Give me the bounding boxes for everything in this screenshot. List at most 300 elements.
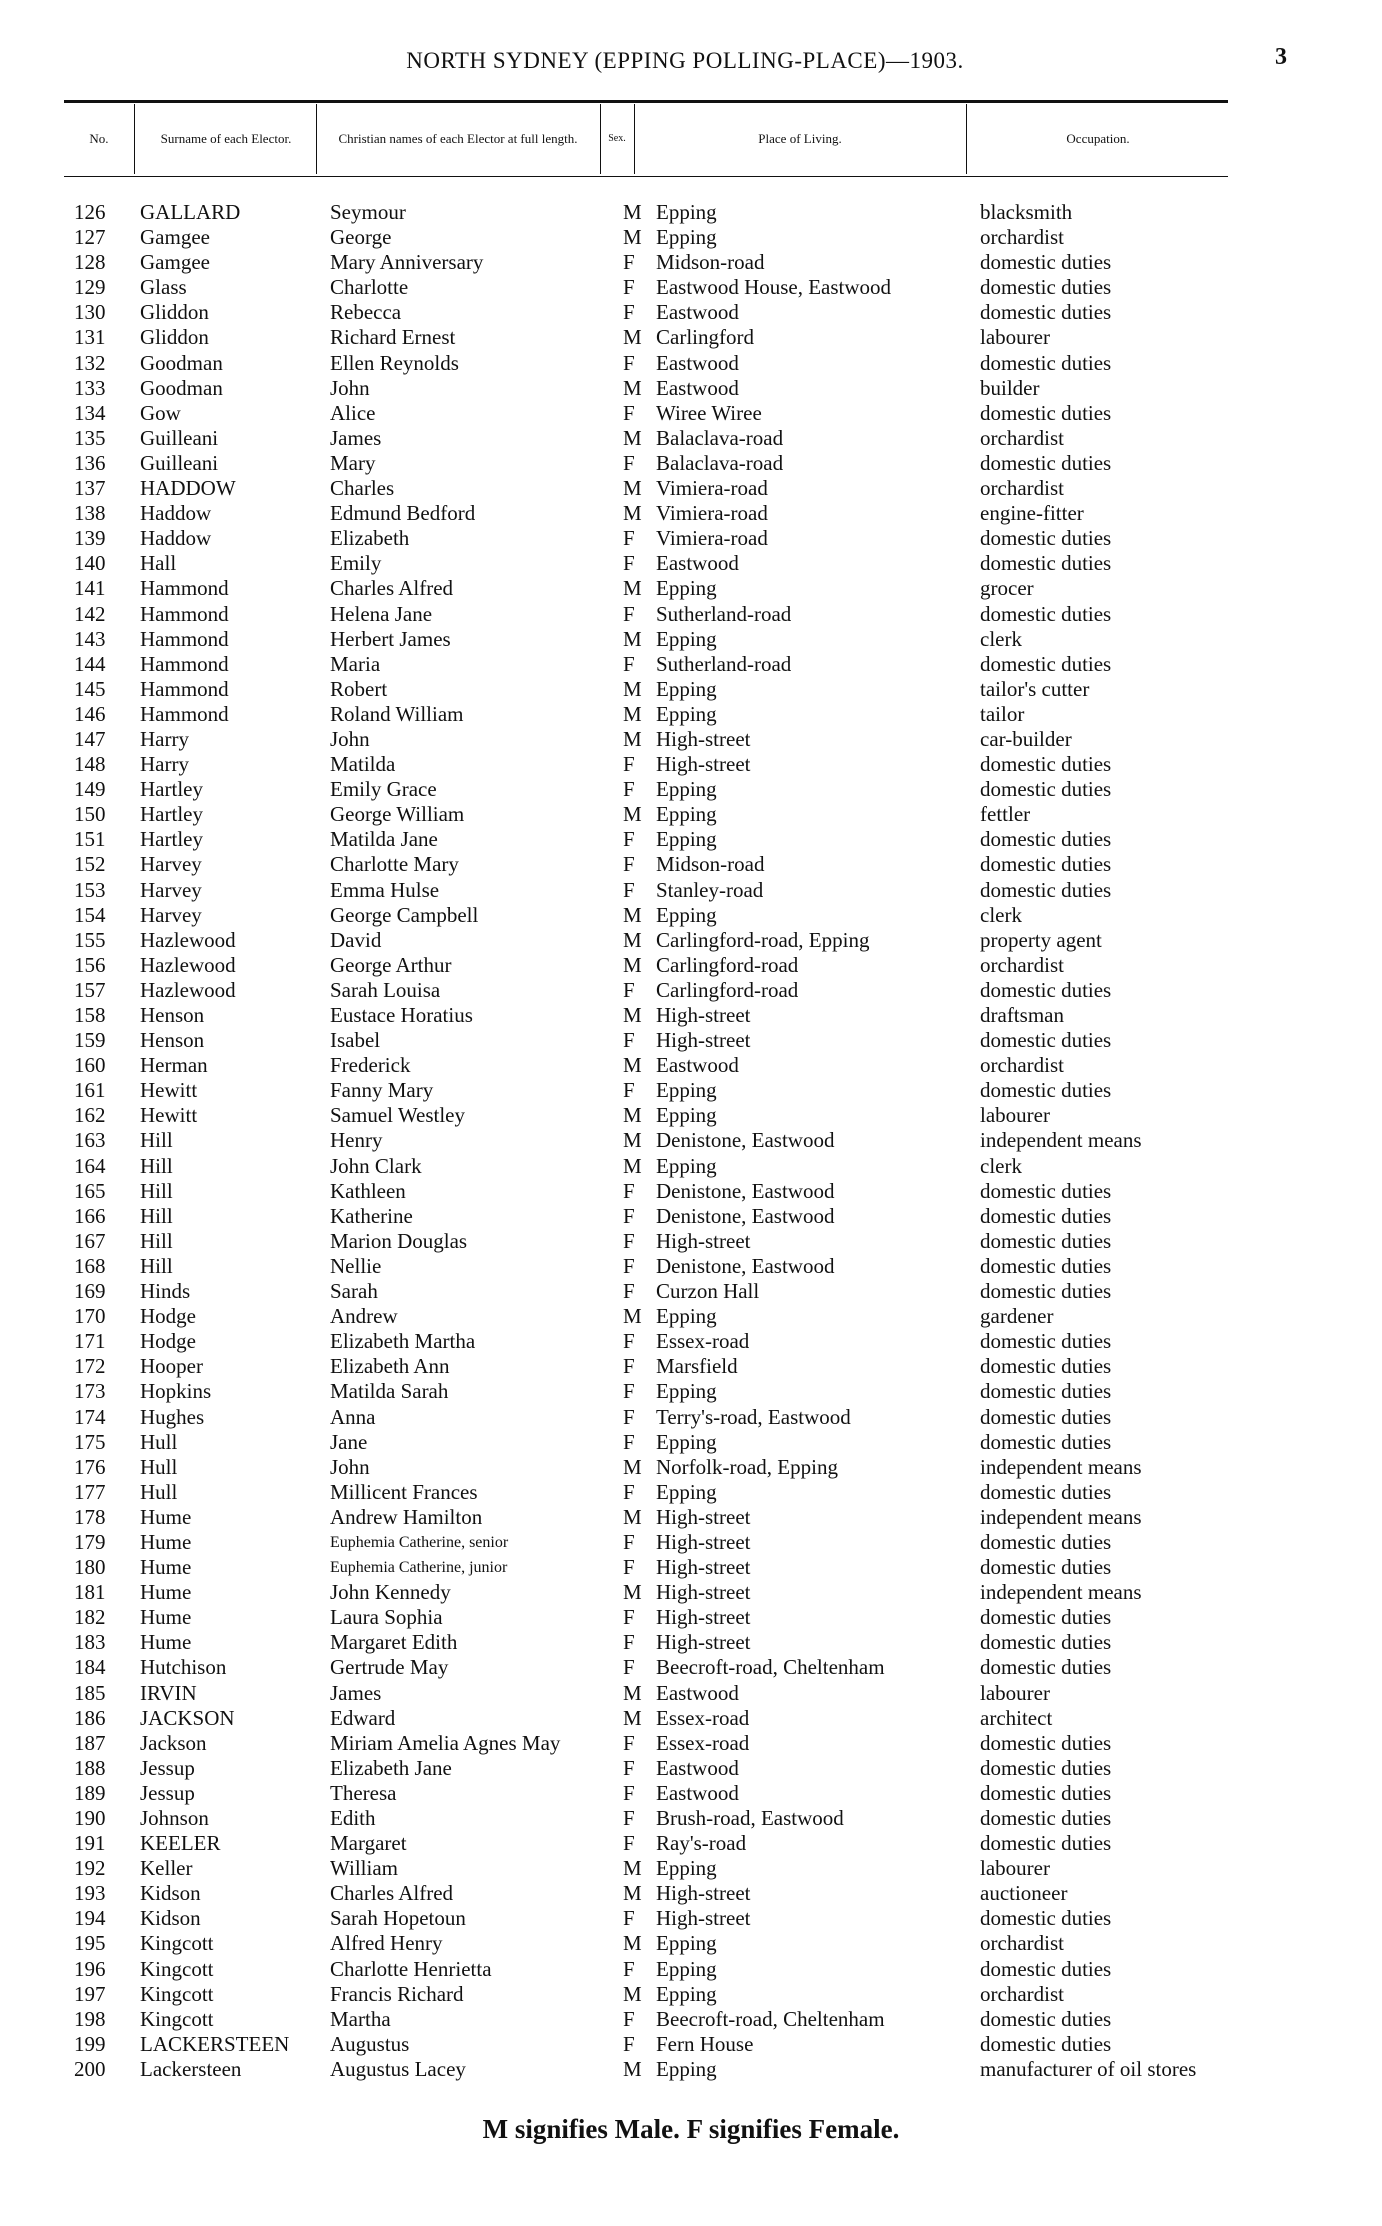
footer-legend: M signifies Male. F signifies Female.	[482, 2114, 900, 2144]
elector-occupation: orchardist	[980, 476, 1064, 501]
table-row	[0, 1405, 1382, 1430]
elector-occupation: independent means	[980, 1128, 1142, 1153]
elector-christian-names: David	[330, 927, 382, 952]
elector-surname: Haddow	[140, 501, 212, 526]
elector-sex: M	[623, 726, 642, 751]
table-row	[0, 777, 1382, 802]
elector-number: 194	[74, 1906, 106, 1931]
table-row	[0, 551, 1382, 576]
elector-occupation: tailor	[980, 701, 1025, 726]
elector-surname: Hewitt	[140, 1078, 198, 1103]
elector-number: 175	[74, 1429, 106, 1454]
elector-occupation: blacksmith	[980, 200, 1073, 224]
elector-number: 149	[74, 777, 106, 802]
table-row	[0, 1254, 1382, 1279]
elector-number: 176	[74, 1454, 106, 1479]
elector-place-of-living: Eastwood	[656, 375, 739, 400]
table-row	[0, 225, 1382, 250]
table-row	[0, 351, 1382, 376]
elector-christian-names: Emma Hulse	[330, 877, 440, 902]
elector-sex: M	[623, 902, 642, 927]
elector-surname: Hammond	[140, 601, 229, 626]
elector-sex: M	[623, 1680, 642, 1705]
elector-number: 157	[74, 977, 106, 1002]
elector-sex: F	[623, 1555, 635, 1580]
elector-number: 138	[74, 501, 106, 526]
table-row	[0, 1204, 1382, 1229]
elector-number: 151	[74, 827, 106, 852]
elector-christian-names: Edith	[330, 1806, 376, 1830]
elector-surname: Hutchison	[140, 1655, 227, 1680]
elector-christian-names: Anna	[330, 1404, 376, 1429]
elector-sex: F	[623, 1178, 635, 1203]
elector-place-of-living: Eastwood	[656, 551, 739, 576]
elector-number: 144	[74, 651, 106, 676]
elector-occupation: domestic duties	[980, 1203, 1112, 1228]
elector-surname: Kingcott	[140, 1981, 214, 2006]
elector-christian-names: Helena Jane	[330, 601, 433, 626]
elector-place-of-living: High-street	[656, 1529, 751, 1554]
table-row	[0, 2032, 1382, 2057]
elector-sex: M	[623, 802, 642, 827]
elector-place-of-living: Epping	[656, 200, 717, 224]
elector-sex: F	[623, 601, 635, 626]
elector-christian-names: Alfred Henry	[330, 1931, 443, 1956]
elector-sex: M	[623, 1856, 642, 1881]
elector-surname: Guilleani	[140, 450, 219, 475]
elector-christian-names: Charles	[330, 476, 395, 501]
elector-number: 190	[74, 1806, 106, 1830]
elector-christian-names: Augustus Lacey	[330, 2056, 466, 2081]
elector-surname: Harvey	[140, 902, 202, 927]
elector-christian-names: John	[330, 1454, 370, 1479]
elector-number: 185	[74, 1680, 106, 1705]
elector-place-of-living: Epping	[656, 827, 717, 852]
elector-number: 198	[74, 2006, 106, 2031]
elector-christian-names: Miriam Amelia Agnes May	[330, 1730, 561, 1755]
elector-sex: F	[623, 852, 635, 877]
elector-surname: Hill	[140, 1253, 173, 1278]
elector-surname: Hume	[140, 1630, 192, 1655]
table-row	[0, 677, 1382, 702]
elector-number: 184	[74, 1655, 106, 1680]
elector-sex: M	[623, 425, 642, 450]
elector-place-of-living: High-street	[656, 1228, 751, 1253]
elector-sex: M	[623, 225, 642, 250]
table-row	[0, 576, 1382, 601]
elector-occupation: domestic duties	[980, 1655, 1112, 1680]
elector-number: 141	[74, 576, 106, 601]
elector-place-of-living: Denistone, Eastwood	[656, 1253, 835, 1278]
elector-number: 154	[74, 902, 106, 927]
elector-surname: Johnson	[140, 1806, 209, 1830]
elector-place-of-living: Norfolk-road, Epping	[656, 1454, 838, 1479]
elector-occupation: orchardist	[980, 425, 1064, 450]
elector-place-of-living: Beecroft-road, Cheltenham	[656, 1655, 885, 1680]
col-header-christian: Christian names of each Elector at full length.	[338, 131, 578, 146]
elector-place-of-living: Epping	[656, 902, 717, 927]
elector-place-of-living: High-street	[656, 726, 751, 751]
table-row	[0, 878, 1382, 903]
elector-surname: Hume	[140, 1580, 192, 1605]
table-row	[0, 476, 1382, 501]
elector-christian-names: Sarah	[330, 1279, 378, 1304]
elector-sex: M	[623, 1931, 642, 1956]
elector-sex: F	[623, 1253, 635, 1278]
elector-surname: Hill	[140, 1228, 173, 1253]
table-row	[0, 1128, 1382, 1153]
elector-sex: F	[623, 1730, 635, 1755]
elector-occupation: domestic duties	[980, 1906, 1112, 1931]
page-number: 3	[1275, 44, 1287, 70]
elector-place-of-living: Curzon Hall	[656, 1279, 760, 1304]
elector-sex: F	[623, 250, 635, 275]
elector-sex: F	[623, 1228, 635, 1253]
table-row	[0, 1003, 1382, 1028]
elector-surname: Hall	[140, 551, 177, 576]
table-row	[0, 250, 1382, 275]
table-row	[0, 1906, 1382, 1931]
elector-christian-names: Charlotte	[330, 275, 409, 300]
elector-christian-names: James	[330, 1680, 382, 1705]
elector-sex: F	[623, 777, 635, 802]
elector-surname: GALLARD	[140, 200, 241, 224]
elector-surname: Hartley	[140, 777, 203, 802]
elector-number: 171	[74, 1329, 106, 1354]
elector-sex: M	[623, 1003, 642, 1027]
elector-christian-names: Frederick	[330, 1053, 411, 1078]
elector-place-of-living: Epping	[656, 1078, 717, 1103]
elector-surname: Hammond	[140, 576, 229, 601]
elector-number: 177	[74, 1479, 106, 1504]
elector-number: 170	[74, 1304, 106, 1329]
elector-surname: Hazlewood	[140, 952, 236, 977]
elector-surname: Hartley	[140, 802, 203, 827]
elector-place-of-living: Carlingford-road	[656, 952, 799, 977]
elector-place-of-living: Epping	[656, 1981, 717, 2006]
elector-surname: LACKERSTEEN	[140, 2031, 290, 2056]
table-row	[0, 1154, 1382, 1179]
elector-surname: Hazlewood	[140, 977, 236, 1002]
elector-place-of-living: Beecroft-road, Cheltenham	[656, 2006, 885, 2031]
page-title: NORTH SYDNEY (EPPING POLLING-PLACE)—1903.	[406, 48, 964, 73]
elector-place-of-living: Epping	[656, 1856, 717, 1881]
elector-occupation: domestic duties	[980, 1379, 1112, 1404]
elector-sex: F	[623, 827, 635, 852]
elector-christian-names: Elizabeth	[330, 526, 410, 551]
elector-place-of-living: Essex-road	[656, 1705, 750, 1730]
elector-number: 183	[74, 1630, 106, 1655]
elector-christian-names: Matilda Sarah	[330, 1379, 449, 1404]
table-row	[0, 1731, 1382, 1756]
column-divider	[134, 104, 135, 174]
elector-sex: F	[623, 1755, 635, 1780]
elector-christian-names: Roland William	[330, 701, 464, 726]
elector-sex: M	[623, 927, 642, 952]
table-row	[0, 1881, 1382, 1906]
elector-number: 132	[74, 350, 106, 375]
table-row	[0, 1455, 1382, 1480]
elector-christian-names: Matilda	[330, 752, 396, 777]
elector-surname: Hammond	[140, 701, 229, 726]
elector-surname: Kidson	[140, 1906, 201, 1931]
elector-christian-names: Fanny Mary	[330, 1078, 434, 1103]
elector-christian-names: Edmund Bedford	[330, 501, 476, 526]
elector-sex: M	[623, 676, 642, 701]
elector-sex: F	[623, 1605, 635, 1630]
elector-occupation: domestic duties	[980, 777, 1112, 802]
elector-christian-names: Millicent Frances	[330, 1479, 478, 1504]
elector-surname: Hammond	[140, 651, 229, 676]
elector-number: 135	[74, 425, 106, 450]
elector-surname: Kidson	[140, 1881, 201, 1906]
table-row	[0, 1756, 1382, 1781]
elector-number: 126	[74, 200, 106, 224]
elector-occupation: clerk	[980, 1153, 1022, 1178]
elector-surname: Gamgee	[140, 250, 210, 275]
elector-christian-names: William	[330, 1856, 398, 1881]
elector-christian-names: John Kennedy	[330, 1580, 451, 1605]
elector-christian-names: John	[330, 375, 370, 400]
elector-surname: Kingcott	[140, 1956, 214, 1981]
elector-occupation: property agent	[980, 927, 1102, 952]
elector-surname: Gamgee	[140, 225, 210, 250]
table-row	[0, 1555, 1382, 1580]
elector-sex: M	[623, 952, 642, 977]
elector-christian-names: Euphemia Catherine, junior	[330, 1559, 508, 1577]
elector-christian-names: Elizabeth Jane	[330, 1755, 452, 1780]
table-row	[0, 802, 1382, 827]
elector-christian-names: Margaret	[330, 1831, 407, 1856]
table-row	[0, 1931, 1382, 1956]
table-row	[0, 200, 1382, 225]
elector-surname: Kingcott	[140, 1931, 214, 1956]
elector-place-of-living: Midson-road	[656, 250, 765, 275]
elector-place-of-living: Sutherland-road	[656, 601, 792, 626]
elector-sex: F	[623, 551, 635, 576]
elector-christian-names: Martha	[330, 2006, 391, 2031]
elector-place-of-living: Sutherland-road	[656, 651, 792, 676]
elector-sex: F	[623, 977, 635, 1002]
elector-place-of-living: Essex-road	[656, 1730, 750, 1755]
elector-place-of-living: Vimiera-road	[656, 526, 768, 551]
elector-sex: F	[623, 1429, 635, 1454]
elector-surname: Hume	[140, 1529, 192, 1554]
elector-place-of-living: Carlingford	[656, 325, 754, 350]
elector-occupation: domestic duties	[980, 1078, 1112, 1103]
elector-place-of-living: Epping	[656, 626, 717, 651]
col-header-place: Place of Living.	[758, 131, 842, 146]
elector-christian-names: Emily Grace	[330, 777, 437, 802]
elector-place-of-living: Carlingford-road	[656, 977, 799, 1002]
elector-occupation: domestic duties	[980, 1730, 1112, 1755]
elector-number: 188	[74, 1755, 106, 1780]
elector-number: 195	[74, 1931, 106, 1956]
elector-christian-names: John	[330, 726, 370, 751]
elector-surname: Hammond	[140, 626, 229, 651]
elector-surname: Lackersteen	[140, 2056, 242, 2081]
elector-surname: Goodman	[140, 350, 223, 375]
elector-occupation: domestic duties	[980, 1178, 1112, 1203]
elector-place-of-living: High-street	[656, 1605, 751, 1630]
header-rule-top	[64, 100, 1228, 103]
elector-sex: M	[623, 1153, 642, 1178]
elector-place-of-living: Eastwood	[656, 300, 739, 325]
elector-sex: M	[623, 200, 642, 224]
elector-christian-names: Charles Alfred	[330, 576, 454, 601]
elector-place-of-living: Epping	[656, 1429, 717, 1454]
table-row	[0, 1179, 1382, 1204]
table-row	[0, 627, 1382, 652]
elector-sex: M	[623, 1881, 642, 1906]
elector-place-of-living: Epping	[656, 225, 717, 250]
col-header-surname: Surname of each Elector.	[160, 131, 292, 146]
elector-occupation: domestic duties	[980, 852, 1112, 877]
elector-surname: Hodge	[140, 1329, 196, 1354]
elector-occupation: domestic duties	[980, 400, 1112, 425]
elector-christian-names: Charles Alfred	[330, 1881, 454, 1906]
elector-christian-names: Mary Anniversary	[330, 250, 484, 275]
elector-number: 142	[74, 601, 106, 626]
elector-place-of-living: Eastwood	[656, 1053, 739, 1078]
column-divider	[634, 104, 635, 174]
elector-occupation: domestic duties	[980, 1605, 1112, 1630]
elector-sex: F	[623, 2031, 635, 2056]
elector-christian-names: Jane	[330, 1429, 368, 1454]
elector-surname: HADDOW	[140, 476, 236, 501]
elector-christian-names: George Campbell	[330, 902, 479, 927]
table-row	[0, 1505, 1382, 1530]
elector-sex: M	[623, 1304, 642, 1329]
elector-occupation: gardener	[980, 1304, 1054, 1329]
elector-occupation: labourer	[980, 1103, 1050, 1128]
elector-number: 136	[74, 450, 106, 475]
table-row	[0, 928, 1382, 953]
elector-occupation: domestic duties	[980, 877, 1112, 902]
elector-occupation: domestic duties	[980, 450, 1112, 475]
elector-christian-names: Isabel	[330, 1028, 381, 1053]
elector-sex: F	[623, 1956, 635, 1981]
elector-sex: F	[623, 1831, 635, 1856]
elector-number: 161	[74, 1078, 106, 1103]
elector-sex: F	[623, 300, 635, 325]
elector-sex: M	[623, 1705, 642, 1730]
table-row	[0, 1831, 1382, 1856]
table-row	[0, 1053, 1382, 1078]
elector-sex: F	[623, 1780, 635, 1805]
table-row	[0, 1028, 1382, 1053]
table-row	[0, 1329, 1382, 1354]
elector-sex: F	[623, 1203, 635, 1228]
elector-occupation: grocer	[980, 576, 1034, 601]
elector-place-of-living: Epping	[656, 1479, 717, 1504]
table-row	[0, 1781, 1382, 1806]
elector-surname: KEELER	[140, 1831, 221, 1856]
elector-surname: Hill	[140, 1178, 173, 1203]
elector-occupation: orchardist	[980, 225, 1064, 250]
table-row	[0, 1379, 1382, 1404]
table-row	[0, 1856, 1382, 1881]
elector-occupation: domestic duties	[980, 1253, 1112, 1278]
elector-sex: F	[623, 1630, 635, 1655]
elector-place-of-living: Epping	[656, 1304, 717, 1329]
elector-place-of-living: Ray's-road	[656, 1831, 747, 1856]
elector-number: 152	[74, 852, 106, 877]
elector-christian-names: Seymour	[330, 200, 406, 224]
elector-number: 197	[74, 1981, 106, 2006]
elector-number: 134	[74, 400, 106, 425]
elector-place-of-living: High-street	[656, 752, 751, 777]
elector-place-of-living: High-street	[656, 1555, 751, 1580]
elector-occupation: domestic duties	[980, 1279, 1112, 1304]
table-row	[0, 953, 1382, 978]
elector-occupation: domestic duties	[980, 977, 1112, 1002]
elector-christian-names: Andrew	[330, 1304, 398, 1329]
elector-christian-names: Sarah Hopetoun	[330, 1906, 466, 1931]
table-row	[0, 1982, 1382, 2007]
elector-place-of-living: Denistone, Eastwood	[656, 1178, 835, 1203]
elector-sex: F	[623, 275, 635, 300]
table-row	[0, 852, 1382, 877]
table-row	[0, 1279, 1382, 1304]
elector-christian-names: Ellen Reynolds	[330, 350, 459, 375]
elector-surname: Haddow	[140, 526, 212, 551]
elector-number: 131	[74, 325, 106, 350]
elector-occupation: architect	[980, 1705, 1053, 1730]
elector-number: 189	[74, 1780, 106, 1805]
elector-surname: Harvey	[140, 877, 202, 902]
table-row	[0, 1480, 1382, 1505]
table-row	[0, 401, 1382, 426]
elector-surname: Hooper	[140, 1354, 203, 1379]
elector-sex: M	[623, 1103, 642, 1128]
elector-place-of-living: Balaclava-road	[656, 450, 784, 475]
elector-sex: F	[623, 450, 635, 475]
table-row	[0, 1078, 1382, 1103]
elector-occupation: draftsman	[980, 1003, 1064, 1027]
elector-occupation: domestic duties	[980, 1354, 1112, 1379]
elector-number: 168	[74, 1253, 106, 1278]
elector-place-of-living: High-street	[656, 1003, 751, 1027]
elector-sex: M	[623, 1580, 642, 1605]
elector-surname: Harry	[140, 752, 189, 777]
elector-sex: F	[623, 1806, 635, 1830]
table-row	[0, 978, 1382, 1003]
elector-number: 153	[74, 877, 106, 902]
elector-occupation: domestic duties	[980, 1479, 1112, 1504]
elector-sex: F	[623, 2006, 635, 2031]
elector-number: 200	[74, 2056, 106, 2081]
elector-place-of-living: Epping	[656, 676, 717, 701]
elector-number: 174	[74, 1404, 106, 1429]
elector-surname: Henson	[140, 1003, 205, 1027]
elector-occupation: domestic duties	[980, 350, 1112, 375]
elector-number: 130	[74, 300, 106, 325]
elector-sex: M	[623, 1504, 642, 1529]
table-row	[0, 2057, 1382, 2082]
elector-christian-names: Margaret Edith	[330, 1630, 458, 1655]
elector-place-of-living: High-street	[656, 1504, 751, 1529]
table-row	[0, 1605, 1382, 1630]
elector-number: 150	[74, 802, 106, 827]
elector-christian-names: Francis Richard	[330, 1981, 464, 2006]
elector-surname: Harry	[140, 726, 189, 751]
elector-occupation: car-builder	[980, 726, 1072, 751]
elector-sex: M	[623, 325, 642, 350]
elector-occupation: labourer	[980, 1680, 1050, 1705]
elector-christian-names: Kathleen	[330, 1178, 406, 1203]
elector-place-of-living: Epping	[656, 1931, 717, 1956]
